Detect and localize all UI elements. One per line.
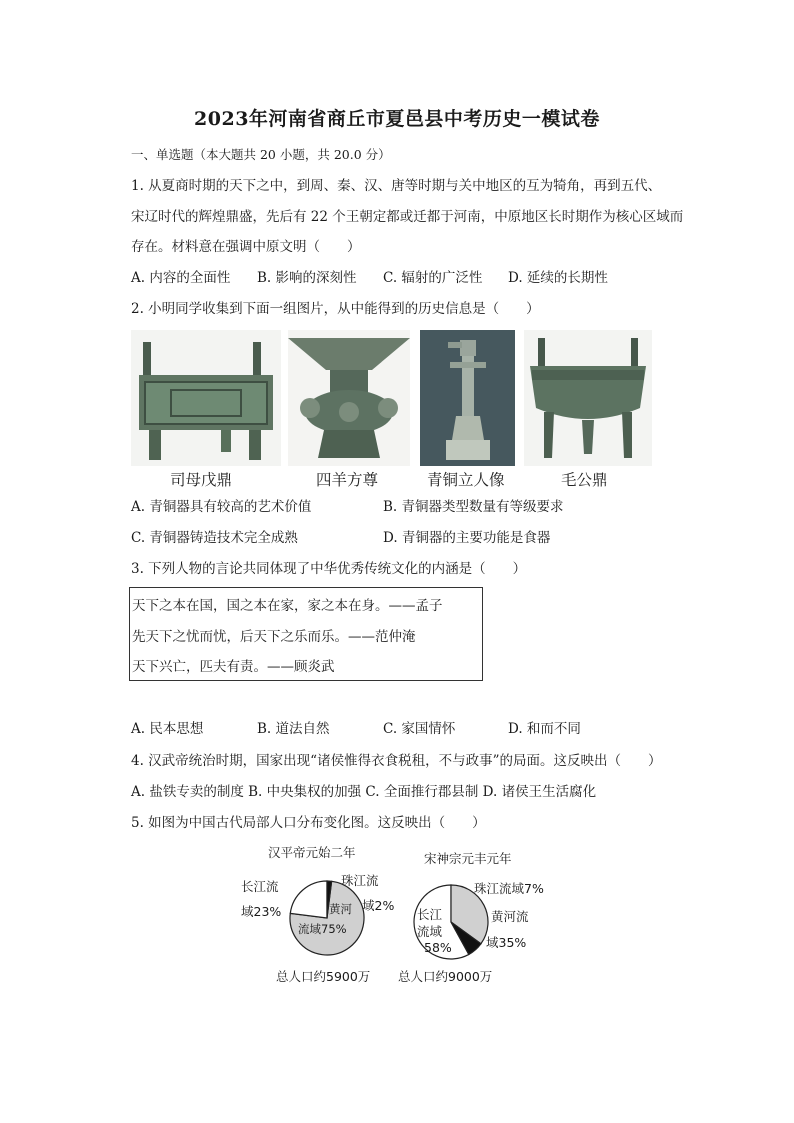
q2-option-c[interactable]: C. 青铜器铸造技术完全成熟 bbox=[131, 530, 298, 546]
caption-simuwu-ding: 司母戊鼎 bbox=[170, 471, 233, 489]
pie2-footer: 总人口约9000万 bbox=[398, 969, 493, 984]
caption-bronze-figure: 青铜立人像 bbox=[427, 471, 505, 489]
pie2-label-yellow-2: 域35% bbox=[486, 935, 527, 950]
q3-quote-mencius: 天下之本在国，国之本在家，家之本在身。——孟子 bbox=[132, 598, 443, 614]
maogong-ding-image bbox=[524, 330, 652, 466]
q1-option-d[interactable]: D. 延续的长期性 bbox=[508, 270, 608, 286]
pie2-label-yangtze-2: 流域 bbox=[417, 924, 443, 939]
pie2-label-yellow-1: 黄河流 bbox=[491, 909, 529, 924]
q4-options[interactable]: A. 盐铁专卖的制度 B. 中央集权的加强 C. 全面推行郡县制 D. 诸侯王生活腐化 bbox=[131, 784, 597, 800]
pie2-label-yangtze-1: 长江 bbox=[417, 907, 443, 922]
pie1-label-yangtze-1: 长江流 bbox=[241, 879, 279, 894]
pie2-title: 宋神宗元丰元年 bbox=[424, 851, 512, 866]
page-title: 2023年河南省商丘市夏邑县中考历史一模试卷 bbox=[194, 108, 600, 130]
bronze-standing-figure-image bbox=[420, 330, 515, 466]
q5-stem: 5. 如图为中国古代局部人口分布变化图。这反映出（ ） bbox=[131, 815, 486, 831]
pie1-label-pearl-1: 珠江流 bbox=[341, 873, 379, 888]
caption-maogong-ding: 毛公鼎 bbox=[561, 471, 608, 489]
q1-stem-line2: 宋辽时代的辉煌鼎盛，先后有 22 个王朝定都或迁都于河南，中原地区长时期作为核心区域而 bbox=[131, 209, 684, 225]
q2-stem: 2. 小明同学收集到下面一组图片，从中能得到的历史信息是（ ） bbox=[131, 301, 540, 317]
caption-siyang-fangzun: 四羊方尊 bbox=[316, 471, 379, 489]
q3-option-c[interactable]: C. 家国情怀 bbox=[383, 721, 456, 737]
pie1-label-yellow-2: 流域75% bbox=[298, 922, 347, 936]
q3-option-b[interactable]: B. 道法自然 bbox=[257, 721, 330, 737]
q3-option-a[interactable]: A. 民本思想 bbox=[131, 721, 204, 737]
q3-option-d[interactable]: D. 和而不同 bbox=[508, 721, 581, 737]
q4-stem: 4. 汉武帝统治时期，国家出现“诸侯惟得衣食税租，不与政事”的局面。这反映出（ ） bbox=[131, 753, 662, 769]
q1-option-b[interactable]: B. 影响的深刻性 bbox=[257, 270, 357, 286]
q1-stem-line3: 存在。材料意在强调中原文明（ ） bbox=[131, 239, 361, 255]
pie1-label-pearl-2: 域2% bbox=[362, 898, 395, 913]
q2-option-b[interactable]: B. 青铜器类型数量有等级要求 bbox=[383, 499, 564, 515]
pie2-label-pearl: 珠江流域7% bbox=[474, 881, 544, 896]
q1-stem-line1: 1. 从夏商时期的天下之中，到周、秦、汉、唐等时期与关中地区的互为犄角，再到五代、 bbox=[131, 178, 662, 194]
section-heading: 一、单选题（本大题共 20 小题，共 20.0 分） bbox=[131, 147, 391, 162]
siyang-fangzun-image bbox=[288, 330, 410, 466]
q3-quote-box bbox=[129, 587, 483, 681]
pie1-chart bbox=[287, 878, 367, 958]
q3-stem: 3. 下列人物的言论共同体现了中华优秀传统文化的内涵是（ ） bbox=[131, 561, 527, 577]
pie1-slice-1 bbox=[290, 881, 327, 918]
pie1-title: 汉平帝元始二年 bbox=[268, 845, 356, 860]
q1-option-a[interactable]: A. 内容的全面性 bbox=[131, 270, 231, 286]
q2-option-a[interactable]: A. 青铜器具有较高的艺术价值 bbox=[131, 499, 312, 515]
q2-option-d[interactable]: D. 青铜器的主要功能是食器 bbox=[383, 530, 551, 546]
pie1-slices bbox=[290, 881, 364, 955]
q1-option-c[interactable]: C. 辐射的广泛性 bbox=[383, 270, 483, 286]
pie1-label-yellow-1: 黄河 bbox=[329, 902, 352, 916]
q3-quote-gu-yanwu: 天下兴亡，匹夫有责。——顾炎武 bbox=[132, 659, 335, 675]
q3-quote-fan-zhongyan: 先天下之忧而忧，后天下之乐而乐。——范仲淹 bbox=[132, 629, 416, 645]
pie1-footer: 总人口约5900万 bbox=[276, 969, 371, 984]
pie1-label-yangtze-2: 域23% bbox=[241, 904, 282, 919]
simuwu-ding-image bbox=[131, 330, 281, 466]
pie2-label-yangtze-3: 58% bbox=[424, 940, 452, 955]
